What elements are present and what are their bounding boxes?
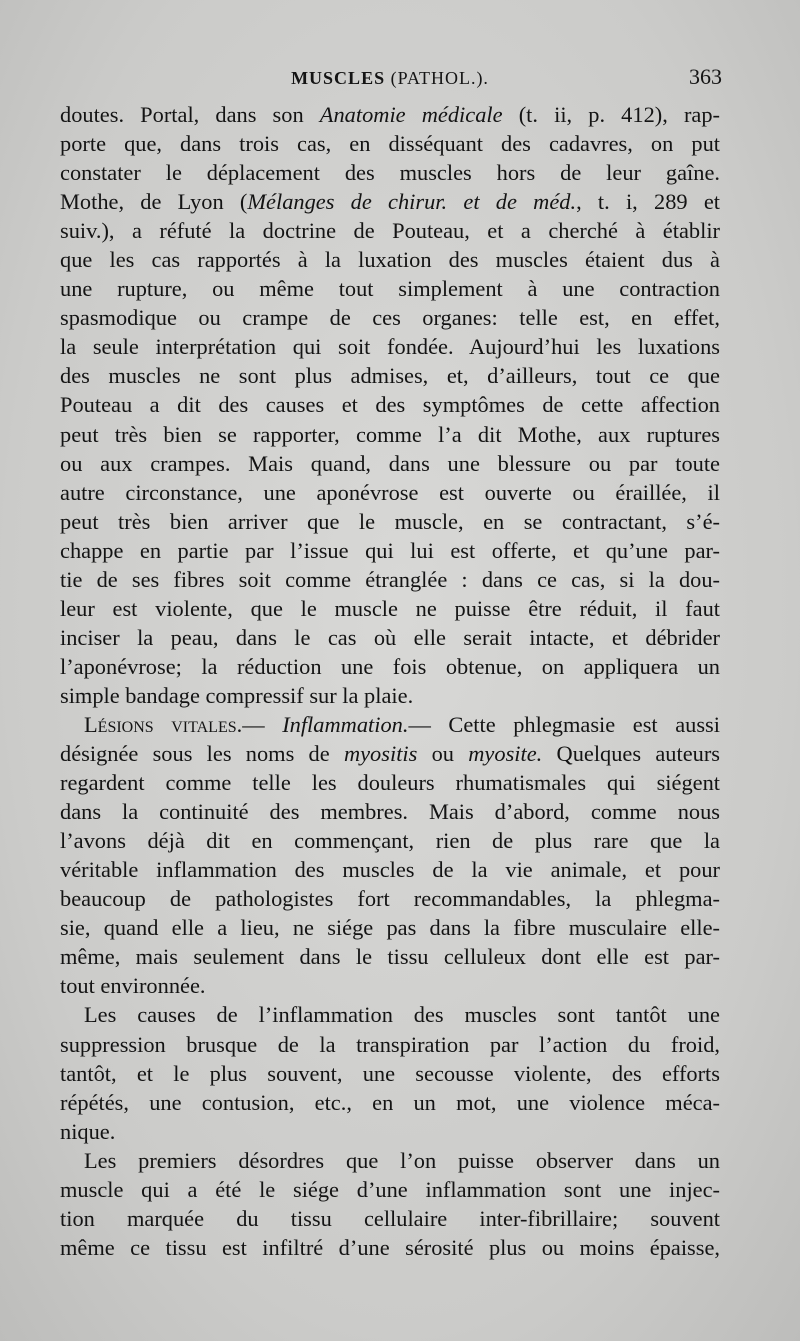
text-line: doutes. Portal, dans son Anatomie médicale (t. ii, p. 412), rap- xyxy=(60,102,720,127)
text-line: suppression brusque de la transpiration par l’action du froid, xyxy=(60,1031,720,1057)
text-line: même, mais seulement dans le tissu celluleux dont elle est par- xyxy=(60,944,720,970)
text-line: une rupture, ou même tout simplement à une contraction xyxy=(60,276,720,302)
italic-text: myositis xyxy=(343,741,418,767)
text-line: peut très bien se rapporter, comme l’a dit Mothe, aux ruptures xyxy=(60,421,720,447)
running-title xyxy=(60,68,720,89)
text-line: désignée sous les noms de myositis ou myosite. Quelques auteurs xyxy=(60,741,720,767)
italic-text: Inflammation. xyxy=(282,711,409,737)
text-line: tantôt, et le plus souvent, une secousse violente, des efforts xyxy=(60,1060,720,1086)
text-line: spasmodique ou crampe de ces organes: telle est, en effet, xyxy=(60,305,720,331)
text-line: autre circonstance, une aponévrose est ouverte ou éraillée, il xyxy=(60,479,720,505)
text-line: tout environnée. xyxy=(60,973,206,999)
text-line: sie, quand elle a lieu, ne siége pas dans la fibre musculaire elle- xyxy=(60,915,720,941)
text-line: beaucoup de pathologistes fort recommandables, la phlegma- xyxy=(60,886,720,912)
text-line: tion marquée du tissu cellulaire inter-fibrillaire; souvent xyxy=(60,1205,720,1231)
text-line: Les premiers désordres que l’on puisse observer dans un xyxy=(84,1147,720,1173)
text-line: suiv.), a réfuté la doctrine de Pouteau, et a cherché à établir xyxy=(60,218,720,244)
text-line: même ce tissu est infiltré d’une sérosité plus ou moins épaisse, xyxy=(60,1234,720,1260)
text-line: leur est violente, que le muscle ne puisse être réduit, il faut xyxy=(60,595,720,621)
running-title-main: MUSCLES xyxy=(291,68,386,88)
body-text xyxy=(60,100,720,1262)
running-title-sub: (PATHOL.). xyxy=(390,68,489,88)
text-line: Pouteau a dit des causes et des symptômes de cette affection xyxy=(60,392,720,418)
text-line: chappe en partie par l’issue qui lui est offerte, et qu’une par- xyxy=(60,537,720,563)
book-page xyxy=(60,64,720,1262)
text-line: véritable inflammation des muscles de la vie animale, et pour xyxy=(60,857,720,883)
text-line: simple bandage compressif sur la plaie. xyxy=(60,682,414,708)
italic-text: myosite. xyxy=(468,741,543,767)
text-line: peut très bien arriver que le muscle, en se contractant, s’é- xyxy=(60,508,720,534)
text-line: dans la continuité des membres. Mais d’abord, comme nous xyxy=(60,799,720,825)
text-line: Mothe, de Lyon (Mélanges de chirur. et de méd., t. i, 289 et xyxy=(60,189,720,215)
text-line: constater le déplacement des muscles hors de leur gaîne. xyxy=(60,160,720,186)
page-number: 363 xyxy=(689,64,722,89)
text-line: inciser la peau, dans le cas où elle serait intacte, et débrider xyxy=(60,624,720,650)
text-line: répétés, une contusion, etc., en un mot, une violence méca- xyxy=(60,1089,720,1115)
text-line: tie de ses fibres soit comme étranglée : dans ce cas, si la dou- xyxy=(60,566,720,592)
text-line: Les causes de l’inflammation des muscles sont tantôt une xyxy=(84,1002,720,1028)
italic-text: Anatomie médicale xyxy=(319,102,503,127)
text-line: l’aponévrose; la réduction une fois obtenue, on appliquera un xyxy=(60,653,720,679)
text-line: Lésions vitales.— Inflammation.— Cette phlegmasie est aussi xyxy=(84,711,720,737)
text-line: que les cas rapportés à la luxation des muscles étaient dus à xyxy=(60,247,720,273)
text-line: regardent comme telle les douleurs rhumatismales qui siégent xyxy=(60,770,720,796)
text-line: la seule interprétation qui soit fondée. Aujourd’hui les luxations xyxy=(60,334,720,360)
running-head xyxy=(60,64,720,100)
text-line: l’avons déjà dit en commençant, rien de plus rare que la xyxy=(60,828,720,854)
italic-text: Mélanges de chirur. et de méd. xyxy=(247,189,577,215)
text-line: des muscles ne sont plus admises, et, d’ailleurs, tout ce que xyxy=(60,363,720,389)
text-line: ou aux crampes. Mais quand, dans une blessure ou par toute xyxy=(60,450,720,476)
text-line: muscle qui a été le siége d’une inflammation sont une injec- xyxy=(60,1176,720,1202)
section-heading: Lésions vitales xyxy=(84,711,237,737)
text-line: nique. xyxy=(60,1118,116,1144)
text-line: porte que, dans trois cas, en disséquant des cadavres, on put xyxy=(60,131,720,157)
